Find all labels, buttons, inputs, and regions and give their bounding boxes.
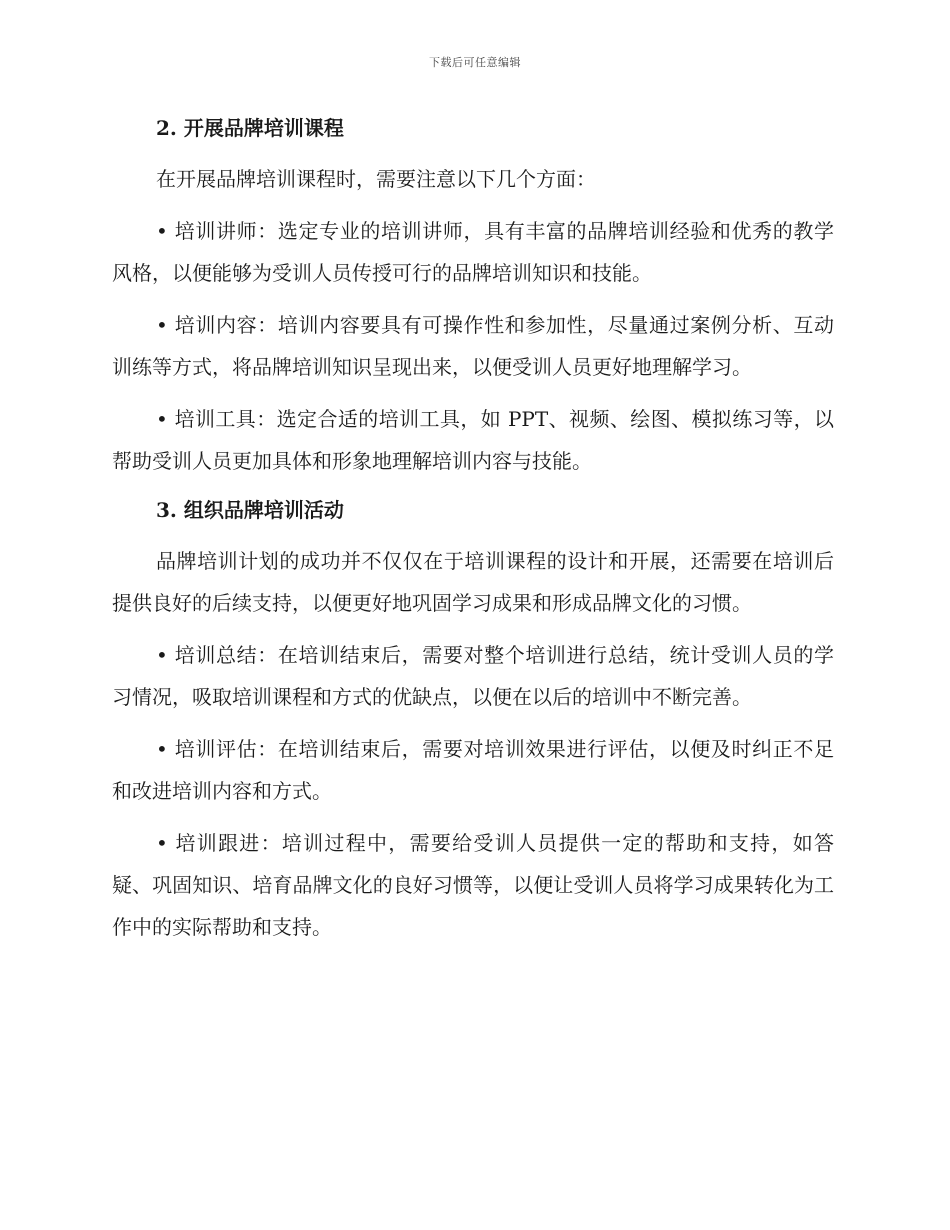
bullet-paragraph: • 培训讲师：选定专业的培训讲师，具有丰富的品牌培训经验和优秀的教学风格，以便能够为受训人员传授可行的品牌培训知识和技能。: [112, 219, 834, 285]
bullet-paragraph: • 培训工具：选定合适的培训工具，如 PPT、视频、绘图、模拟练习等，以帮助受训人员更加具体和形象地理解培训内容与技能。: [112, 407, 834, 473]
bullet-paragraph: • 培训评估：在培训结束后，需要对培训效果进行评估，以便及时纠正不足和改进培训内容和方式。: [112, 737, 834, 803]
document-body: [112, 110, 834, 958]
paragraph: 在开展品牌培训课程时，需要注意以下几个方面：: [156, 167, 596, 191]
page-header: 下载后可任意编辑: [429, 56, 521, 69]
bullet-paragraph: • 培训跟进：培训过程中，需要给受训人员提供一定的帮助和支持，如答疑、巩固知识、培育品牌文化的良好习惯等，以便让受训人员将学习成果转化为工作中的实际帮助和支持。: [112, 831, 834, 939]
section-heading: 3. 组织品牌培训活动: [156, 498, 344, 522]
bullet-paragraph: • 培训内容：培训内容要具有可操作性和参加性，尽量通过案例分析、互动训练等方式，将品牌培训知识呈现出来，以便受训人员更好地理解学习。: [112, 313, 834, 379]
bullet-paragraph: • 培训总结：在培训结束后，需要对整个培训进行总结，统计受训人员的学习情况，吸取培训课程和方式的优缺点，以便在以后的培训中不断完善。: [112, 643, 834, 709]
section-heading: 2. 开展品牌培训课程: [156, 116, 344, 140]
paragraph: 品牌培训计划的成功并不仅仅在于培训课程的设计和开展，还需要在培训后提供良好的后续支持，以便更好地巩固学习成果和形成品牌文化的习惯。: [112, 549, 834, 615]
